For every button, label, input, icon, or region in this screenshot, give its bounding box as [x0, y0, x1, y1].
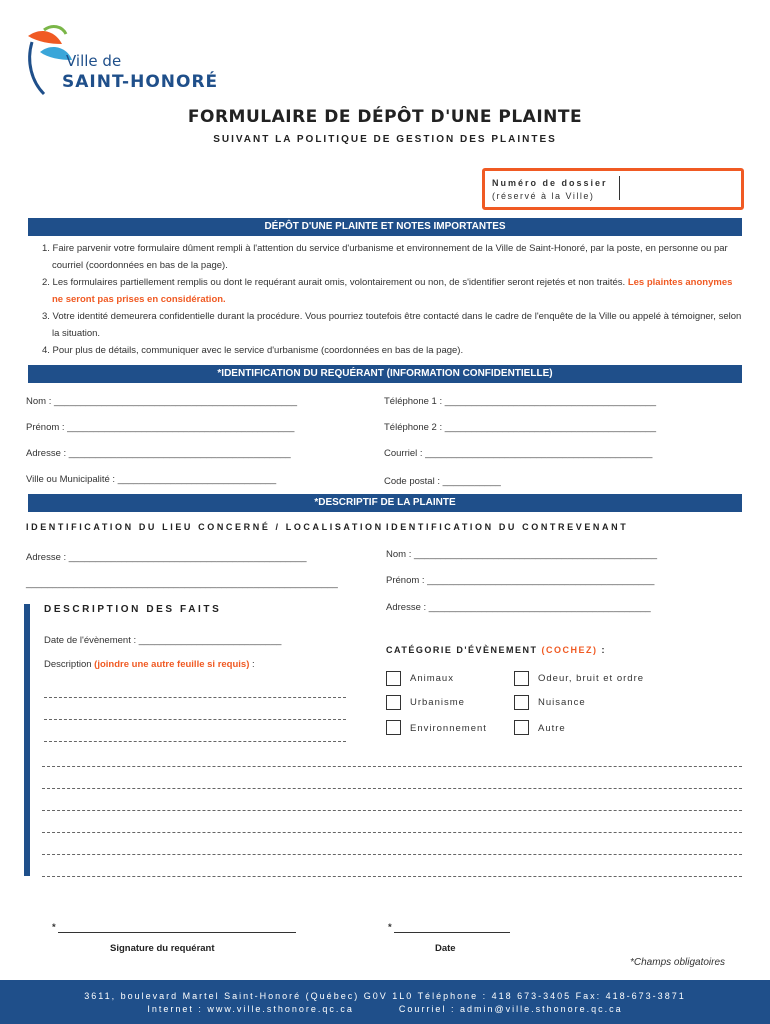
- category-label-environnement: Environnement: [410, 723, 487, 734]
- requester-email-field[interactable]: Courriel : ___________________________________________: [384, 448, 653, 459]
- description-line[interactable]: [42, 832, 742, 833]
- category-label-animaux: Animaux: [410, 673, 454, 684]
- description-line[interactable]: [44, 697, 346, 698]
- page-title: FORMULAIRE DE DÉPÔT D'UNE PLAINTE: [187, 107, 583, 127]
- file-number-box[interactable]: [482, 168, 744, 210]
- logo-text-city: SAINT-HONORÉ: [62, 72, 219, 92]
- file-number-cursor: [619, 176, 620, 200]
- section-requester-banner: *IDENTIFICATION DU REQUÉRANT (INFORMATION CONFIDENTIELLE): [28, 365, 742, 383]
- checkbox-animaux[interactable]: [386, 671, 401, 686]
- description-line[interactable]: [44, 719, 346, 720]
- checkbox-autre[interactable]: [514, 720, 529, 735]
- anonymous-warning: Les plaintes anonymes ne seront pas prises en considération.: [52, 277, 733, 305]
- file-number-label-text: Numéro de dossier: [492, 178, 608, 188]
- category-colon: :: [597, 645, 606, 655]
- requester-phone1-field[interactable]: Téléphone 1 : ________________________________________: [384, 396, 657, 407]
- category-title-text: CATÉGORIE D'ÉVÈNEMENT: [386, 645, 538, 655]
- city-logo: [22, 22, 222, 102]
- requester-address-field[interactable]: Adresse : __________________________________________: [26, 448, 291, 459]
- checkbox-odeur[interactable]: [514, 671, 529, 686]
- footer-web-email: Internet : www.ville.sthonore.qc.ca Courriel : admin@ville.sthonore.qc.ca: [147, 1004, 623, 1014]
- requester-city-field[interactable]: Ville ou Municipalité : ______________________________: [26, 474, 277, 485]
- note-item-4: 4. Pour plus de détails, communiquer avec le service d'urbanisme (coordonnées en bas de la page).: [42, 345, 464, 356]
- category-label-autre: Autre: [538, 723, 566, 734]
- location-address-field[interactable]: Adresse : _____________________________________________: [26, 552, 307, 563]
- offender-address-field[interactable]: Adresse : __________________________________________: [386, 602, 651, 613]
- description-note: (joindre une autre feuille si requis): [94, 659, 250, 670]
- date-label: Date: [435, 943, 456, 954]
- description-colon: :: [249, 659, 255, 670]
- category-check-note: (COCHEZ): [541, 645, 598, 655]
- section-complaint-banner: *DESCRIPTIF DE LA PLAINTE: [28, 494, 742, 512]
- checkbox-environnement[interactable]: [386, 720, 401, 735]
- page-subtitle: SUIVANT LA POLITIQUE DE GESTION DES PLAINTES: [213, 134, 557, 145]
- section-notes-banner: DÉPÔT D'UNE PLAINTE ET NOTES IMPORTANTES: [28, 218, 742, 236]
- description-line[interactable]: [44, 741, 346, 742]
- footer-contact: [0, 980, 770, 1024]
- offender-firstname-field[interactable]: Prénom : ___________________________________________: [386, 575, 655, 586]
- facts-accent-bar: [24, 604, 30, 876]
- category-label-nuisance: Nuisance: [538, 697, 586, 708]
- location-section-title: IDENTIFICATION DU LIEU CONCERNÉ / LOCALISATION: [26, 522, 384, 532]
- note-item-2-text: 2. Les formulaires partiellement remplis ou dont le requérant aurait omis, volontairement ou non, de s'identifier seront rejetés et non traités.: [42, 277, 626, 288]
- footer-address: 3611, boulevard Martel Saint-Honoré (Québec) G0V 1L0 Téléphone : 418 673-3405 Fax: 418-673-3871: [84, 991, 686, 1001]
- description-line[interactable]: [42, 854, 742, 855]
- description-label: [44, 659, 255, 670]
- category-label-odeur: Odeur, bruit et ordre: [538, 673, 645, 684]
- checkbox-nuisance[interactable]: [514, 695, 529, 710]
- note-item-1: 1. Faire parvenir votre formulaire dûment rempli à l'attention du service d'urbanisme et environnement de la Ville de Saint-Honoré, par la poste, en personne ou par courriel (coordonnées en bas de la page).: [42, 243, 728, 271]
- description-line[interactable]: [42, 766, 742, 767]
- description-line[interactable]: [42, 810, 742, 811]
- signature-label: Signature du requérant: [110, 943, 215, 954]
- logo-text-ville: Ville de: [66, 52, 122, 70]
- event-date-field[interactable]: Date de l'évènement : ___________________________: [44, 635, 282, 646]
- requester-phone2-field[interactable]: Téléphone 2 : ________________________________________: [384, 422, 657, 433]
- date-required-star: *: [388, 922, 392, 933]
- file-number-sublabel: (réservé à la Ville): [492, 191, 595, 201]
- description-label-text: Description: [44, 659, 92, 670]
- requester-postal-code-field[interactable]: Code postal : ___________: [384, 476, 501, 487]
- category-label-urbanisme: Urbanisme: [410, 697, 465, 708]
- category-title: [386, 645, 606, 655]
- file-number-label: [492, 177, 608, 203]
- offender-name-field[interactable]: Nom : ______________________________________________: [386, 549, 658, 560]
- checkbox-urbanisme[interactable]: [386, 695, 401, 710]
- description-line[interactable]: [42, 788, 742, 789]
- signature-required-star: *: [52, 922, 56, 933]
- requester-name-field[interactable]: Nom : ______________________________________________: [26, 396, 298, 407]
- requester-firstname-field[interactable]: Prénom : ___________________________________________: [26, 422, 295, 433]
- facts-section-title: DESCRIPTION DES FAITS: [44, 604, 222, 615]
- date-line[interactable]: [394, 932, 510, 933]
- mandatory-fields-note: *Champs obligatoires: [630, 957, 726, 968]
- note-item-3: 3. Votre identité demeurera confidentielle durant la procédure. Vous pourriez toutefois être contacté dans le cadre de l'enquête de la Ville ou appelé à témoigner, selon la situation.: [42, 311, 742, 339]
- notes-list: [32, 240, 744, 359]
- description-line[interactable]: [42, 876, 742, 877]
- note-item-2: [42, 274, 744, 308]
- offender-section-title: IDENTIFICATION DU CONTREVENANT: [386, 522, 629, 532]
- location-extra-line[interactable]: ___________________________________________________________: [26, 578, 338, 589]
- signature-line[interactable]: [58, 932, 296, 933]
